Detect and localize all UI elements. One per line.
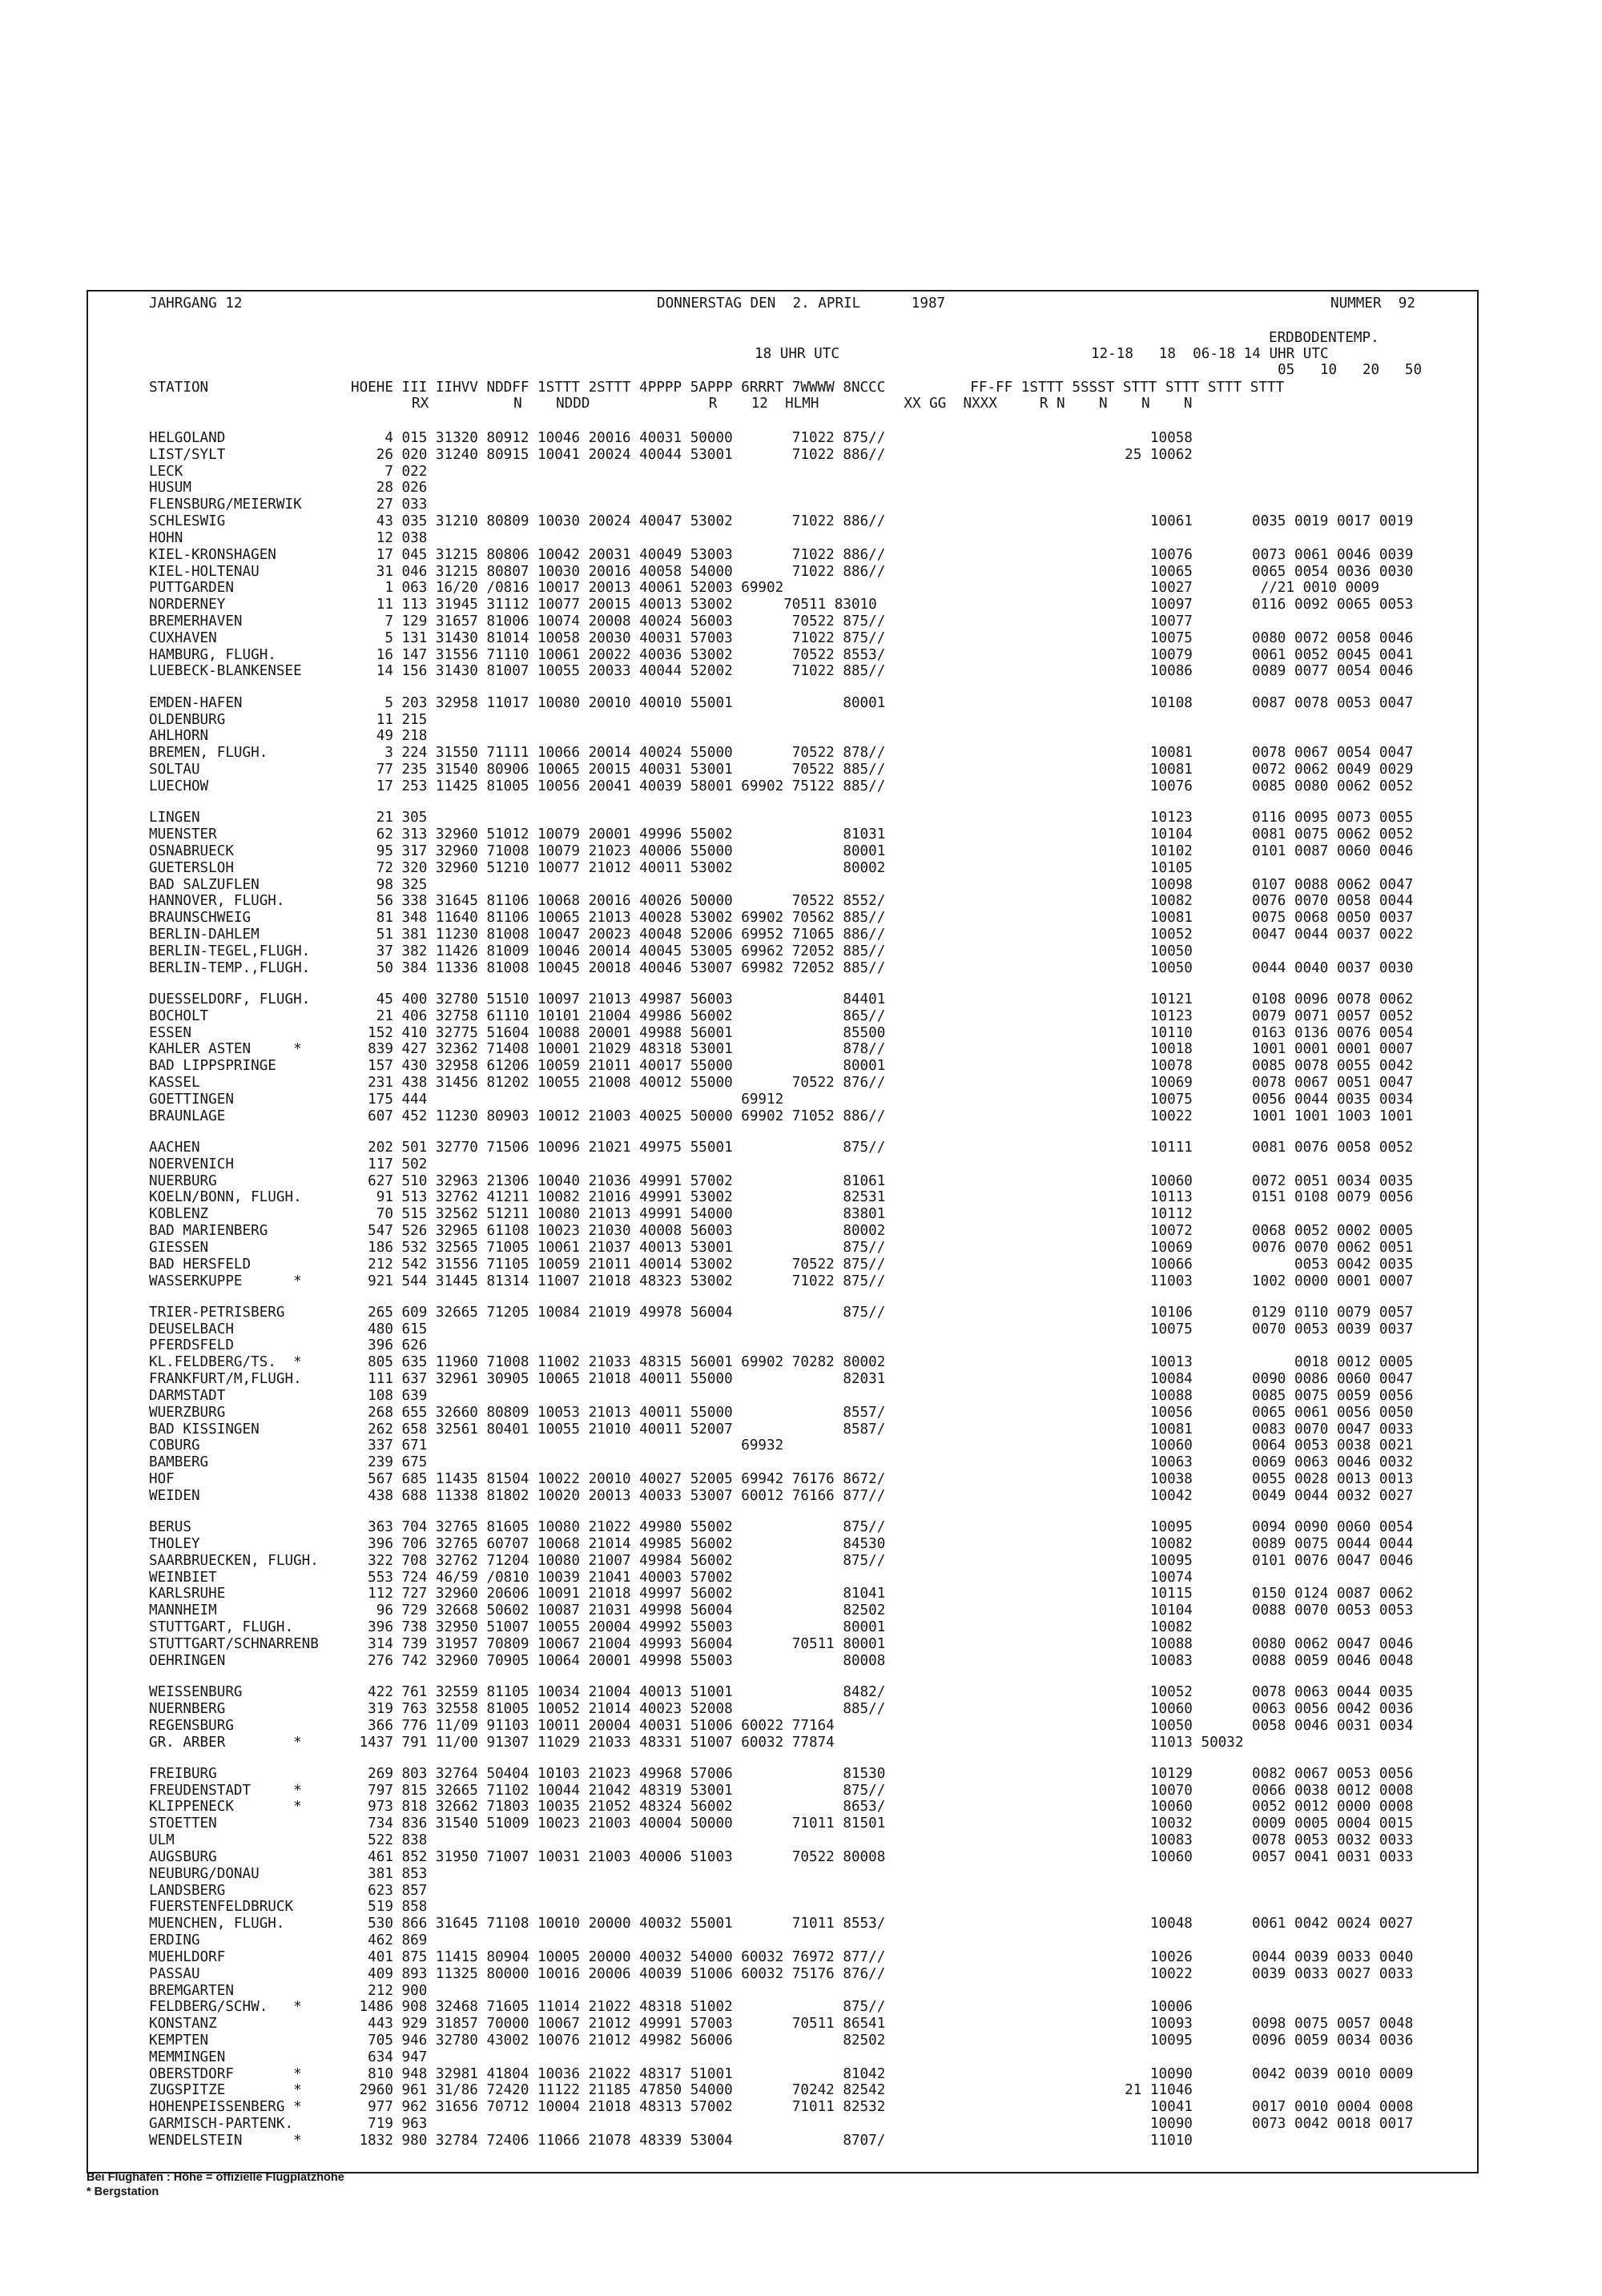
station-extra-values: 10006 bbox=[1065, 1999, 1193, 2015]
station-extra-values: 10072 0068 0052 0002 0005 bbox=[1065, 1223, 1414, 1239]
station-name: LINGEN bbox=[149, 810, 200, 826]
station-name: BAD KISSINGEN bbox=[149, 1421, 260, 1438]
station-synop-values: 265 609 32665 71205 10084 21019 49978 56004 875// bbox=[351, 1305, 886, 1321]
station-synop-values: 396 626 bbox=[351, 1337, 428, 1353]
station-synop-values: 3 224 31550 71111 10066 20014 40024 55000 70522 878// bbox=[351, 745, 886, 761]
station-synop-values: 409 893 11325 80000 10016 20006 40039 51006 60032 75176 876// bbox=[351, 1966, 886, 1982]
station-name: BAD HERSFELD bbox=[149, 1257, 252, 1273]
station-name: NUERBURG bbox=[149, 1173, 217, 1189]
station-name: STOETTEN bbox=[149, 1815, 217, 1832]
station-extra-values: 10022 0039 0033 0027 0033 bbox=[1065, 1966, 1414, 1982]
station-synop-values: 480 615 bbox=[351, 1321, 428, 1337]
station-synop-values: 462 869 bbox=[351, 1932, 428, 1948]
station-name: KONSTANZ bbox=[149, 2016, 217, 2032]
station-synop-values: 212 900 bbox=[351, 1983, 428, 1999]
station-name: WENDELSTEIN * bbox=[149, 2133, 302, 2149]
station-name: BERLIN-TEMP.,FLUGH. bbox=[149, 960, 311, 976]
station-extra-values: 10038 0055 0028 0013 0013 bbox=[1065, 1471, 1414, 1487]
station-synop-values: 522 838 bbox=[351, 1832, 428, 1848]
station-extra-values: 10098 0107 0088 0062 0047 bbox=[1065, 877, 1414, 893]
station-extra-values: 25 10062 bbox=[1065, 447, 1193, 463]
column-header-line: HOEHE III IIHVV NDDFF 1STTT 2STTT 4PPPP 5APPP 6RRRT 7WWWW 8NCCC FF-FF 1STTT 5SSST STTT STTT STTT STTT bbox=[351, 380, 1285, 396]
station-synop-values: 461 852 31950 71007 10031 21003 40006 51003 70522 80008 bbox=[351, 1849, 886, 1865]
station-extra-values: 10110 0163 0136 0076 0054 bbox=[1065, 1025, 1414, 1041]
station-synop-values: 921 544 31445 81314 11007 21018 48323 53002 71022 875// bbox=[351, 1273, 886, 1289]
station-name: HAMBURG, FLUGH. bbox=[149, 647, 276, 663]
station-name: NORDERNEY bbox=[149, 597, 226, 613]
station-synop-values: 98 325 bbox=[351, 877, 428, 893]
station-extra-values: 10058 bbox=[1065, 430, 1193, 446]
station-synop-values: 21 406 32758 61110 10101 21004 49986 56002 865// bbox=[351, 1008, 886, 1024]
station-extra-values: 10077 bbox=[1065, 613, 1193, 629]
station-synop-values: 50 384 11336 81008 10045 20018 40046 53007 69982 72052 885// bbox=[351, 960, 886, 976]
station-name: STUTTGART/SCHNARRENB bbox=[149, 1636, 319, 1652]
station-name: MUEHLDORF bbox=[149, 1949, 226, 1965]
station-synop-values: 322 708 32762 71204 10080 21007 49984 56002 875// bbox=[351, 1553, 886, 1569]
station-extra-values: 11013 50032 bbox=[1065, 1735, 1244, 1751]
station-synop-values: 45 400 32780 51510 10097 21013 49987 56003 84401 bbox=[351, 991, 886, 1007]
station-extra-values: 10105 bbox=[1065, 860, 1193, 876]
station-synop-values: 43 035 31210 80809 10030 20024 40047 53002 71022 886// bbox=[351, 513, 886, 529]
station-name: PUTTGARDEN bbox=[149, 580, 234, 596]
station-name: LECK bbox=[149, 464, 183, 480]
station-synop-values: 623 857 bbox=[351, 1883, 428, 1899]
station-extra-values: 10088 0080 0062 0047 0046 bbox=[1065, 1636, 1414, 1652]
station-name: ZUGSPITZE * bbox=[149, 2082, 302, 2098]
station-extra-values: 10018 1001 0001 0001 0007 bbox=[1065, 1041, 1414, 1057]
station-extra-values: 10066 0053 0042 0035 bbox=[1065, 1257, 1414, 1273]
station-synop-values: 805 635 11960 71008 11002 21033 48315 56001 69902 70282 80002 bbox=[351, 1354, 886, 1370]
station-name: GUETERSLOH bbox=[149, 860, 234, 876]
station-extra-values: 11003 1002 0000 0001 0007 bbox=[1065, 1273, 1414, 1289]
station-name: KIEL-HOLTENAU bbox=[149, 564, 260, 580]
station-name: COBURG bbox=[149, 1438, 200, 1454]
station-synop-values: 567 685 11435 81504 10022 20010 40027 52005 69942 76176 8672/ bbox=[351, 1471, 886, 1487]
station-name: HOHENPEISSENBERG * bbox=[149, 2099, 302, 2115]
station-synop-values: 26 020 31240 80915 10041 20024 40044 53001 71022 886// bbox=[351, 447, 886, 463]
station-extra-values: 10111 0081 0076 0058 0052 bbox=[1065, 1140, 1414, 1156]
station-synop-values: 152 410 32775 51604 10088 20001 49988 56001 85500 bbox=[351, 1025, 886, 1041]
station-synop-values: 553 724 46/59 /0810 10039 21041 40003 57002 bbox=[351, 1570, 733, 1586]
station-extra-values: 10065 0065 0054 0036 0030 bbox=[1065, 564, 1414, 580]
station-extra-values: 21 11046 bbox=[1065, 2082, 1193, 2098]
station-synop-values: 1437 791 11/00 91307 11029 21033 48331 51007 60032 77874 bbox=[351, 1735, 835, 1751]
station-synop-values: 547 526 32965 61108 10023 21030 40008 56003 80002 bbox=[351, 1223, 886, 1239]
station-extra-values: 10113 0151 0108 0079 0056 bbox=[1065, 1189, 1414, 1205]
station-name: BERLIN-TEGEL,FLUGH. bbox=[149, 943, 311, 959]
station-synop-values: 91 513 32762 41211 10082 21016 49991 53002 82531 bbox=[351, 1189, 886, 1205]
station-synop-values: 16 147 31556 71110 10061 20022 40036 53002 70522 8553/ bbox=[351, 647, 886, 663]
station-name: FELDBERG/SCHW. * bbox=[149, 1999, 302, 2015]
station-synop-values: 81 348 11640 81106 10065 21013 40028 53002 69902 70562 885// bbox=[351, 910, 886, 926]
station-name: BOCHOLT bbox=[149, 1008, 209, 1024]
station-extra-values: 10048 0061 0042 0024 0027 bbox=[1065, 1916, 1414, 1932]
station-name: LIST/SYLT bbox=[149, 447, 226, 463]
station-synop-values: 530 866 31645 71108 10010 20000 40032 55001 71011 8553/ bbox=[351, 1916, 886, 1932]
station-name: ESSEN bbox=[149, 1025, 191, 1041]
station-extra-values: 10093 0098 0075 0057 0048 bbox=[1065, 2016, 1414, 2032]
station-name: FLENSBURG/MEIERWIK bbox=[149, 497, 302, 513]
station-synop-values: 62 313 32960 51012 10079 20001 49996 55002 81031 bbox=[351, 826, 886, 842]
station-synop-values: 12 038 bbox=[351, 530, 428, 546]
station-name: BERUS bbox=[149, 1519, 191, 1535]
station-synop-values: 366 776 11/09 91103 10011 20004 40031 51006 60022 77164 bbox=[351, 1718, 835, 1734]
station-extra-values: 10121 0108 0096 0078 0062 bbox=[1065, 991, 1414, 1007]
station-name: REGENSBURG bbox=[149, 1718, 234, 1734]
station-name: SCHLESWIG bbox=[149, 513, 226, 529]
station-name: NEUBURG/DONAU bbox=[149, 1866, 260, 1882]
station-name: BRAUNLAGE bbox=[149, 1108, 226, 1124]
station-synop-values: 231 438 31456 81202 10055 21008 40012 55000 70522 876// bbox=[351, 1075, 886, 1091]
station-name: KL.FELDBERG/TS. * bbox=[149, 1354, 302, 1370]
station-synop-values: 319 763 32558 81005 10052 21014 40023 52008 885// bbox=[351, 1701, 886, 1717]
station-synop-values: 363 704 32765 81605 10080 21022 49980 55002 875// bbox=[351, 1519, 886, 1535]
station-name: PASSAU bbox=[149, 1966, 200, 1982]
station-extra-values: 10060 0063 0056 0042 0036 bbox=[1065, 1701, 1414, 1717]
station-name: WASSERKUPPE * bbox=[149, 1273, 302, 1289]
station-synop-values: 627 510 32963 21306 10040 21036 49991 57002 81061 bbox=[351, 1173, 886, 1189]
station-extra-values: 10090 0073 0042 0018 0017 bbox=[1065, 2116, 1414, 2132]
station-name: THOLEY bbox=[149, 1536, 200, 1552]
station-synop-values: 268 655 32660 80809 10053 21013 40011 55000 8557/ bbox=[351, 1405, 886, 1421]
station-synop-values: 314 739 31957 70809 10067 21004 49993 56004 70511 80001 bbox=[351, 1636, 886, 1652]
station-name: BAD LIPPSPRINGE bbox=[149, 1058, 276, 1074]
station-name: HANNOVER, FLUGH. bbox=[149, 893, 285, 909]
station-name: HOF bbox=[149, 1471, 175, 1487]
station-synop-values: 634 947 bbox=[351, 2049, 428, 2065]
station-synop-values: 157 430 32958 61206 10059 21011 40017 55000 80001 bbox=[351, 1058, 886, 1074]
station-name: KASSEL bbox=[149, 1075, 200, 1091]
station-extra-values: 10129 0082 0067 0053 0056 bbox=[1065, 1766, 1414, 1782]
station-extra-values: 10106 0129 0110 0079 0057 bbox=[1065, 1305, 1414, 1321]
station-name: DUESSELDORF, FLUGH. bbox=[149, 991, 311, 1007]
station-synop-values: 797 815 32665 71102 10044 21042 48319 53001 875// bbox=[351, 1783, 886, 1799]
station-extra-values: 10069 0078 0067 0051 0047 bbox=[1065, 1075, 1414, 1091]
station-synop-values: 1486 908 32468 71605 11014 21022 48318 51002 875// bbox=[351, 1999, 886, 2015]
station-extra-values: 10079 0061 0052 0045 0041 bbox=[1065, 647, 1414, 663]
station-name: GOETTINGEN bbox=[149, 1092, 234, 1108]
station-synop-values: 276 742 32960 70905 10064 20001 49998 55003 80008 bbox=[351, 1653, 886, 1669]
station-extra-values: 10050 0058 0046 0031 0034 bbox=[1065, 1718, 1414, 1734]
station-name: MUENCHEN, FLUGH. bbox=[149, 1916, 285, 1932]
station-extra-values: 10090 0042 0039 0010 0009 bbox=[1065, 2066, 1414, 2082]
station-name: ERDING bbox=[149, 1932, 200, 1948]
station-extra-values: 10060 0064 0053 0038 0021 bbox=[1065, 1438, 1414, 1454]
station-synop-values: 2960 961 31/86 72420 11122 21185 47850 54000 70242 82542 bbox=[351, 2082, 886, 2098]
station-synop-values: 1 063 16/20 /0816 10017 20013 40061 52003 69902 bbox=[351, 580, 784, 596]
station-extra-values: 10081 0078 0067 0054 0047 bbox=[1065, 745, 1414, 761]
station-name: STUTTGART, FLUGH. bbox=[149, 1619, 294, 1635]
station-synop-values: 381 853 bbox=[351, 1866, 428, 1882]
station-synop-values: 96 729 32668 50602 10087 21031 49998 56004 82502 bbox=[351, 1602, 886, 1618]
station-name: KAHLER ASTEN * bbox=[149, 1041, 302, 1057]
station-extra-values: 10083 0078 0053 0032 0033 bbox=[1065, 1832, 1414, 1848]
station-name: KOELN/BONN, FLUGH. bbox=[149, 1189, 302, 1205]
column-header-line: STATION bbox=[149, 380, 209, 396]
station-extra-values: 10097 0116 0092 0065 0053 bbox=[1065, 597, 1414, 613]
station-name: WUERZBURG bbox=[149, 1405, 226, 1421]
report-date: DONNERSTAG DEN 2. APRIL 1987 bbox=[657, 296, 946, 312]
station-extra-values: 10022 1001 1001 1003 1001 bbox=[1065, 1108, 1414, 1124]
station-name: NOERVENICH bbox=[149, 1156, 234, 1172]
station-name: FUERSTENFELDBRUCK bbox=[149, 1899, 294, 1915]
station-extra-values: 10081 0075 0068 0050 0037 bbox=[1065, 910, 1414, 926]
station-synop-values: 5 203 32958 11017 10080 20010 40010 55001 80001 bbox=[351, 695, 886, 711]
station-name: MEMMINGEN bbox=[149, 2049, 226, 2065]
station-name: FREIBURG bbox=[149, 1766, 217, 1782]
station-synop-values: 262 658 32561 80401 10055 21010 40011 52007 8587/ bbox=[351, 1421, 886, 1438]
station-extra-values: 10070 0066 0038 0012 0008 bbox=[1065, 1783, 1414, 1799]
station-synop-values: 21 305 bbox=[351, 810, 428, 826]
station-name: LUECHOW bbox=[149, 778, 209, 794]
station-extra-values: 10063 0069 0063 0046 0032 bbox=[1065, 1454, 1414, 1470]
station-name: HOHN bbox=[149, 530, 183, 546]
station-extra-values: 10041 0017 0010 0004 0008 bbox=[1065, 2099, 1414, 2115]
station-name: OLDENBURG bbox=[149, 712, 226, 728]
station-extra-values: 10050 bbox=[1065, 943, 1193, 959]
station-extra-values: 10078 0085 0078 0055 0042 bbox=[1065, 1058, 1414, 1074]
station-synop-values: 202 501 32770 71506 10096 21021 49975 55001 875// bbox=[351, 1140, 886, 1156]
station-name: KIEL-KRONSHAGEN bbox=[149, 547, 276, 563]
station-name: WEINBIET bbox=[149, 1570, 217, 1586]
station-extra-values: 10104 0088 0070 0053 0053 bbox=[1065, 1602, 1414, 1618]
station-extra-values: 10115 0150 0124 0087 0062 bbox=[1065, 1586, 1414, 1602]
station-name: SOLTAU bbox=[149, 762, 200, 778]
station-extra-values: 10112 bbox=[1065, 1206, 1193, 1222]
station-synop-values: 607 452 11230 80903 10012 21003 40025 50000 69902 71052 886// bbox=[351, 1108, 886, 1124]
station-extra-values: 10075 0070 0053 0039 0037 bbox=[1065, 1321, 1414, 1337]
station-name: OSNABRUECK bbox=[149, 843, 234, 859]
station-name: AACHEN bbox=[149, 1140, 200, 1156]
station-name: CUXHAVEN bbox=[149, 630, 217, 646]
station-name: OBERSTDORF * bbox=[149, 2066, 302, 2082]
station-name: BREMGARTEN bbox=[149, 1983, 234, 1999]
station-synop-values: 49 218 bbox=[351, 728, 428, 744]
station-extra-values: 10060 0052 0012 0000 0008 bbox=[1065, 1799, 1414, 1815]
station-name: HUSUM bbox=[149, 480, 191, 496]
station-name: NUERNBERG bbox=[149, 1701, 226, 1717]
station-extra-values: 10108 0087 0078 0053 0047 bbox=[1065, 695, 1414, 711]
station-synop-values: 734 836 31540 51009 10023 21003 40004 50000 71011 81501 bbox=[351, 1815, 886, 1832]
station-name: KLIPPENECK * bbox=[149, 1799, 302, 1815]
station-extra-values: 10069 0076 0070 0062 0051 bbox=[1065, 1240, 1414, 1256]
station-extra-values: 10095 0101 0076 0047 0046 bbox=[1065, 1553, 1414, 1569]
station-name: HELGOLAND bbox=[149, 430, 226, 446]
station-extra-values: 10084 0090 0086 0060 0047 bbox=[1065, 1371, 1414, 1387]
station-synop-values: 14 156 31430 81007 10055 20033 40044 52002 71022 885// bbox=[351, 663, 886, 679]
station-extra-values: 10026 0044 0039 0033 0040 bbox=[1065, 1949, 1414, 1965]
station-synop-values: 1832 980 32784 72406 11066 21078 48339 53004 8707/ bbox=[351, 2133, 886, 2149]
station-synop-values: 112 727 32960 20606 10091 21018 49997 56002 81041 bbox=[351, 1586, 886, 1602]
station-extra-values: 10083 0088 0059 0046 0048 bbox=[1065, 1653, 1414, 1669]
station-synop-values: 175 444 69912 bbox=[351, 1092, 784, 1108]
station-synop-values: 443 929 31857 70000 10067 21012 49991 57003 70511 86541 bbox=[351, 2016, 886, 2032]
station-synop-values: 705 946 32780 43002 10076 21012 49982 56006 82502 bbox=[351, 2033, 886, 2049]
station-extra-values: 10032 0009 0005 0004 0015 bbox=[1065, 1815, 1414, 1832]
station-synop-values: 11 113 31945 31112 10077 20015 40013 53002 70511 83010 bbox=[351, 597, 877, 613]
station-synop-values: 17 045 31215 80806 10042 20031 40049 53003 71022 886// bbox=[351, 547, 886, 563]
station-name: KEMPTEN bbox=[149, 2033, 209, 2049]
station-synop-values: 70 515 32562 51211 10080 21013 49991 54000 83801 bbox=[351, 1206, 886, 1222]
station-name: SAARBRUECKEN, FLUGH. bbox=[149, 1553, 319, 1569]
station-name: GIESSEN bbox=[149, 1240, 209, 1256]
station-synop-values: 422 761 32559 81105 10034 21004 40013 51001 8482/ bbox=[351, 1684, 886, 1700]
station-extra-values: 10056 0065 0061 0056 0050 bbox=[1065, 1405, 1414, 1421]
station-name: WEIDEN bbox=[149, 1488, 200, 1504]
station-name: AUGSBURG bbox=[149, 1849, 217, 1865]
station-synop-values: 37 382 11426 81009 10046 20014 40045 53005 69962 72052 885// bbox=[351, 943, 886, 959]
station-extra-values: 10074 bbox=[1065, 1570, 1193, 1586]
column-header-line: RX N NDDD R 12 HLMH XX GG NXXX R N N N N bbox=[412, 396, 1193, 412]
station-synop-values: 27 033 bbox=[351, 497, 428, 513]
station-synop-values: 31 046 31215 80807 10030 20016 40058 54000 71022 886// bbox=[351, 564, 886, 580]
station-synop-values: 438 688 11338 81802 10020 20013 40033 53007 60012 76166 877// bbox=[351, 1488, 886, 1504]
station-extra-values: 10075 0080 0072 0058 0046 bbox=[1065, 630, 1414, 646]
station-name: GR. ARBER * bbox=[149, 1735, 302, 1751]
station-synop-values: 186 532 32565 71005 10061 21037 40013 53001 875// bbox=[351, 1240, 886, 1256]
station-synop-values: 977 962 31656 70712 10004 21018 48313 57002 71011 82532 bbox=[351, 2099, 886, 2115]
station-name: DEUSELBACH bbox=[149, 1321, 234, 1337]
station-synop-values: 4 015 31320 80912 10046 20016 40031 50000 71022 875// bbox=[351, 430, 886, 446]
footnote-mountain-station: * Bergstation bbox=[87, 2185, 159, 2198]
station-name: FREUDENSTADT * bbox=[149, 1783, 302, 1799]
station-extra-values: 10027 //21 0010 0009 bbox=[1065, 580, 1379, 596]
station-name: LUEBECK-BLANKENSEE bbox=[149, 663, 302, 679]
station-synop-values: 396 706 32765 60707 10068 21014 49985 56002 84530 bbox=[351, 1536, 886, 1552]
station-synop-values: 5 131 31430 81014 10058 20030 40031 57003 71022 875// bbox=[351, 630, 886, 646]
station-extra-values: 10086 0089 0077 0054 0046 bbox=[1065, 663, 1414, 679]
station-name: OEHRINGEN bbox=[149, 1653, 226, 1669]
station-synop-values: 95 317 32960 71008 10079 21023 40006 55000 80001 bbox=[351, 843, 886, 859]
station-synop-values: 519 858 bbox=[351, 1899, 428, 1915]
station-extra-values: 10123 0079 0071 0057 0052 bbox=[1065, 1008, 1414, 1024]
station-extra-values: 10104 0081 0075 0062 0052 bbox=[1065, 826, 1414, 842]
column-header-line: 18 UHR UTC bbox=[755, 346, 839, 362]
station-synop-values: 212 542 31556 71105 10059 21011 40014 53002 70522 875// bbox=[351, 1257, 886, 1273]
station-synop-values: 51 381 11230 81008 10047 20023 40048 52006 69952 71065 886// bbox=[351, 927, 886, 943]
station-synop-values: 239 675 bbox=[351, 1454, 428, 1470]
station-extra-values: 10060 0057 0041 0031 0033 bbox=[1065, 1849, 1414, 1865]
station-synop-values: 117 502 bbox=[351, 1156, 428, 1172]
station-name: BRAUNSCHWEIG bbox=[149, 910, 252, 926]
station-extra-values: 10081 0072 0062 0049 0029 bbox=[1065, 762, 1414, 778]
station-extra-values: 10050 0044 0040 0037 0030 bbox=[1065, 960, 1414, 976]
station-synop-values: 396 738 32950 51007 10055 20004 49992 55003 80001 bbox=[351, 1619, 886, 1635]
station-extra-values: 10061 0035 0019 0017 0019 bbox=[1065, 513, 1414, 529]
station-name: MANNHEIM bbox=[149, 1602, 217, 1618]
station-name: BAD MARIENBERG bbox=[149, 1223, 268, 1239]
station-name: LANDSBERG bbox=[149, 1883, 226, 1899]
station-synop-values: 28 026 bbox=[351, 480, 428, 496]
station-name: MUENSTER bbox=[149, 826, 217, 842]
station-name: BAD SALZUFLEN bbox=[149, 877, 260, 893]
station-synop-values: 810 948 32981 41804 10036 21022 48317 51001 81042 bbox=[351, 2066, 886, 2082]
station-extra-values: 10102 0101 0087 0060 0046 bbox=[1065, 843, 1414, 859]
station-extra-values: 10052 0047 0044 0037 0022 bbox=[1065, 927, 1414, 943]
station-extra-values: 10123 0116 0095 0073 0055 bbox=[1065, 810, 1414, 826]
station-name: ULM bbox=[149, 1832, 175, 1848]
station-name: PFERDSFELD bbox=[149, 1337, 234, 1353]
station-synop-values: 72 320 32960 51210 10077 21012 40011 53002 80002 bbox=[351, 860, 886, 876]
station-name: KOBLENZ bbox=[149, 1206, 209, 1222]
station-extra-values: 10082 bbox=[1065, 1619, 1193, 1635]
footnote-airport-height: Bei Flughäfen : Höhe = offizielle Flugplatzhöhe bbox=[87, 2171, 344, 2184]
station-synop-values: 108 639 bbox=[351, 1388, 428, 1404]
station-name: EMDEN-HAFEN bbox=[149, 695, 243, 711]
station-extra-values: 10088 0085 0075 0059 0056 bbox=[1065, 1388, 1414, 1404]
station-name: DARMSTADT bbox=[149, 1388, 226, 1404]
station-name: KARLSRUHE bbox=[149, 1586, 226, 1602]
station-extra-values: 10060 0072 0051 0034 0035 bbox=[1065, 1173, 1414, 1189]
footnotes bbox=[87, 2170, 344, 2199]
station-synop-values: 111 637 32961 30905 10065 21018 40011 55000 82031 bbox=[351, 1371, 886, 1387]
station-extra-values: 11010 bbox=[1065, 2133, 1193, 2149]
station-name: BERLIN-DAHLEM bbox=[149, 927, 260, 943]
station-extra-values: 10052 0078 0063 0044 0035 bbox=[1065, 1684, 1414, 1700]
station-extra-values: 10076 0085 0080 0062 0052 bbox=[1065, 778, 1414, 794]
station-name: BREMEN, FLUGH. bbox=[149, 745, 268, 761]
station-extra-values: 10082 0089 0075 0044 0044 bbox=[1065, 1536, 1414, 1552]
station-name: FRANKFURT/M,FLUGH. bbox=[149, 1371, 302, 1387]
station-synop-values: 11 215 bbox=[351, 712, 428, 728]
station-name: WEISSENBURG bbox=[149, 1684, 243, 1700]
column-header-line: 05 10 20 50 bbox=[1278, 362, 1423, 378]
station-extra-values: 10075 0056 0044 0035 0034 bbox=[1065, 1092, 1414, 1108]
station-synop-values: 719 963 bbox=[351, 2116, 428, 2132]
station-extra-values: 10013 0018 0012 0005 bbox=[1065, 1354, 1414, 1370]
station-name: TRIER-PETRISBERG bbox=[149, 1305, 285, 1321]
station-extra-values: 10095 0094 0090 0060 0054 bbox=[1065, 1519, 1414, 1535]
volume-label: JAHRGANG 12 bbox=[149, 296, 243, 312]
station-synop-values: 7 022 bbox=[351, 464, 428, 480]
station-extra-values: 10081 0083 0070 0047 0033 bbox=[1065, 1421, 1414, 1438]
station-name: BREMERHAVEN bbox=[149, 613, 243, 629]
station-synop-values: 17 253 11425 81005 10056 20041 40039 58001 69902 75122 885// bbox=[351, 778, 886, 794]
station-name: AHLHORN bbox=[149, 728, 209, 744]
station-synop-values: 337 671 69932 bbox=[351, 1438, 784, 1454]
column-header-line: ERDBODENTEMP. bbox=[1269, 330, 1379, 346]
station-synop-values: 7 129 31657 81006 10074 20008 40024 56003 70522 875// bbox=[351, 613, 886, 629]
station-synop-values: 401 875 11415 80904 10005 20000 40032 54000 60032 76972 877// bbox=[351, 1949, 886, 1965]
station-extra-values: 10042 0049 0044 0032 0027 bbox=[1065, 1488, 1414, 1504]
station-extra-values: 10082 0076 0070 0058 0044 bbox=[1065, 893, 1414, 909]
station-synop-values: 839 427 32362 71408 10001 21029 48318 53001 878// bbox=[351, 1041, 886, 1057]
station-name: GARMISCH-PARTENK. bbox=[149, 2116, 294, 2132]
station-synop-values: 56 338 31645 81106 10068 20016 40026 50000 70522 8552/ bbox=[351, 893, 886, 909]
station-extra-values: 10076 0073 0061 0046 0039 bbox=[1065, 547, 1414, 563]
column-header-line: 12-18 18 06-18 14 UHR UTC bbox=[1091, 346, 1329, 362]
station-synop-values: 77 235 31540 80906 10065 20015 40031 53001 70522 885// bbox=[351, 762, 886, 778]
station-extra-values: 10095 0096 0059 0034 0036 bbox=[1065, 2033, 1414, 2049]
station-synop-values: 269 803 32764 50404 10103 21023 49968 57006 81530 bbox=[351, 1766, 886, 1782]
issue-number: NUMMER 92 bbox=[1330, 296, 1415, 312]
station-synop-values: 973 818 32662 71803 10035 21052 48324 56002 8653/ bbox=[351, 1799, 886, 1815]
station-name: BAMBERG bbox=[149, 1454, 209, 1470]
